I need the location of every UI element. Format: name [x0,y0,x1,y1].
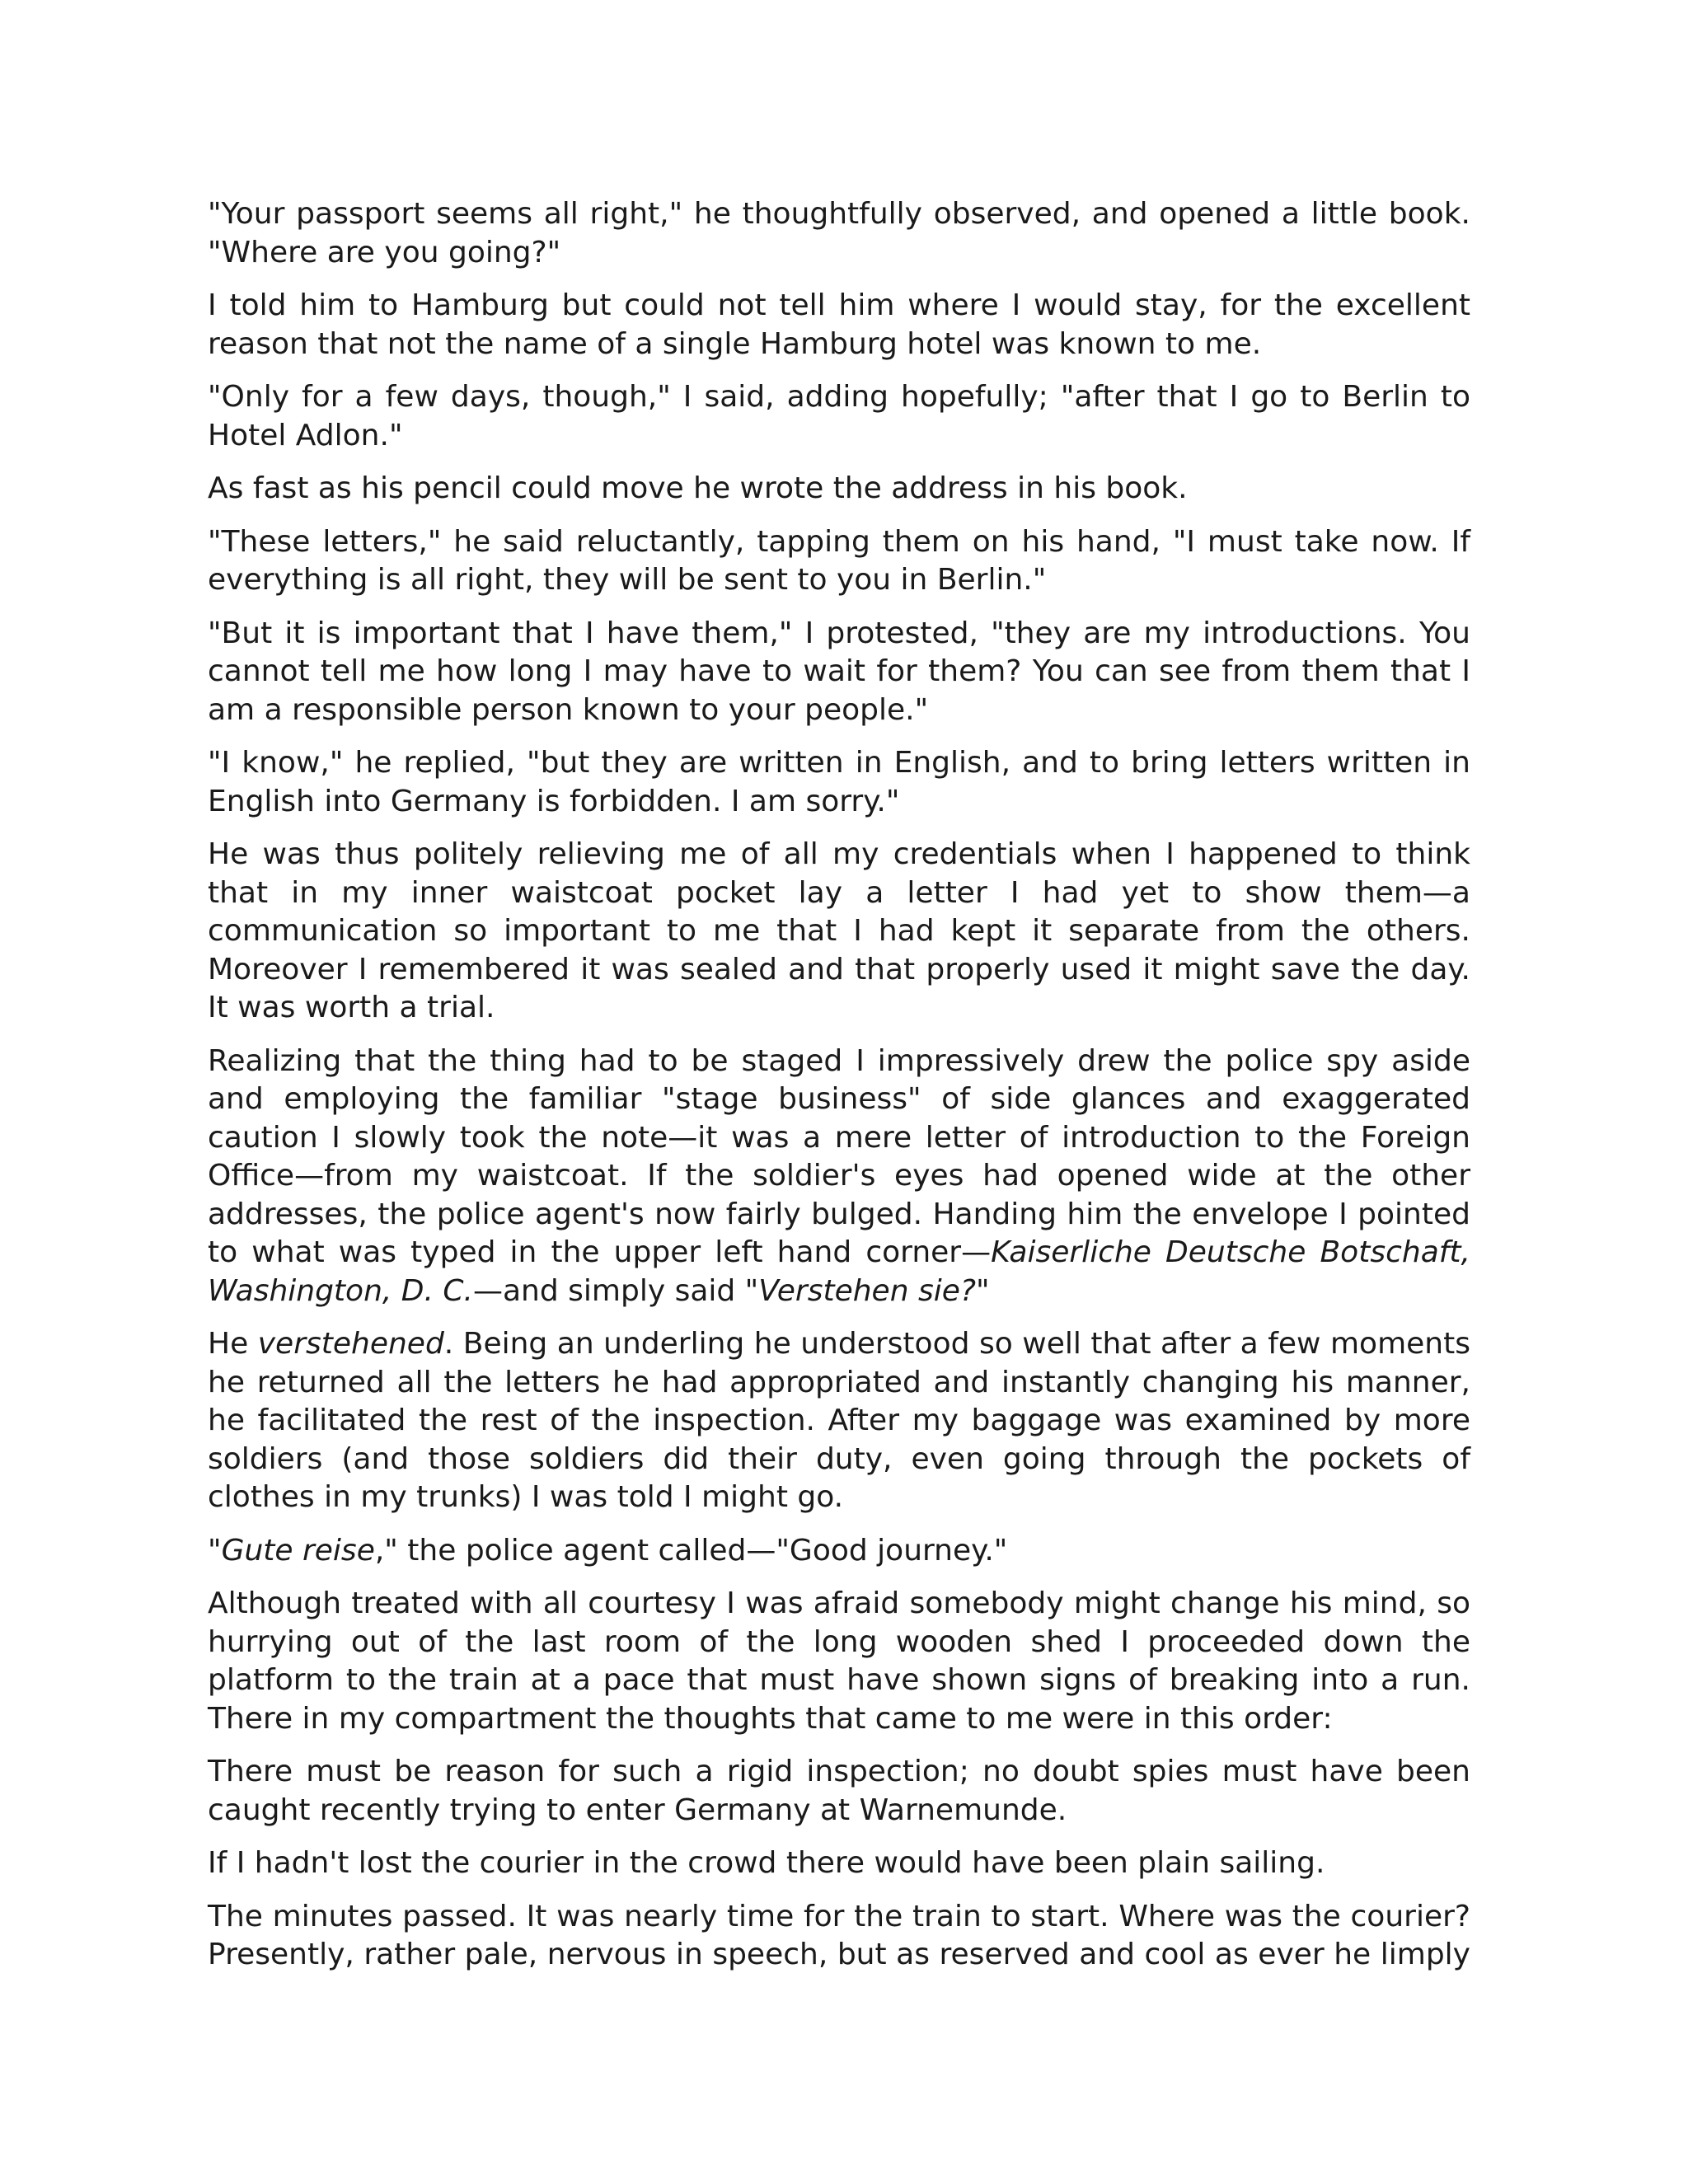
text-run: As fast as his pencil could move he wrote the address in his book. [208,471,1188,505]
paragraph [208,470,1470,509]
text-run: " [208,1533,222,1568]
paragraph [208,1753,1470,1830]
text-run: He was thus politely relieving me of all my credentials when I happened to think that in my inner waistcoat pocket lay a letter I had yet to show them—a communication so important to me that I had kept it separate from the others. Moreover I remembered it was sealed and that properly used it might save the day. It was worth a trial. [208,837,1470,1024]
paragraph [208,1325,1470,1517]
body-text [208,195,1470,1975]
paragraph [208,1844,1470,1883]
paragraph [208,195,1470,272]
text-run: —and simply said " [472,1273,759,1308]
paragraph [208,1532,1470,1571]
paragraph [208,378,1470,455]
paragraph [208,1043,1470,1311]
text-run: If I hadn't lost the courier in the crowd there would have been plain sailing. [208,1846,1325,1880]
italic-text: Gute reise [221,1533,375,1568]
italic-text: Kaiserliche Deutsche Botschaft, Washington, D. C. [208,1235,1470,1308]
text-run: Although treated with all courtesy I was afraid somebody might change his mind, so hurrying out of the last room of the long wooden shed I proceeded down the platform to the train at a pace that must have shown signs of breaking into a run. There in my compartment the thoughts that came to me were in this order: [208,1586,1470,1736]
text-run: There must be reason for such a rigid inspection; no doubt spies must have been caught recently trying to enter Germany at Warnemunde. [208,1755,1470,1827]
text-run: "Your passport seems all right," he thoughtfully observed, and opened a little book. "Where are you going?" [208,197,1470,269]
paragraph [208,287,1470,363]
text-run: ," the police agent called—"Good journey." [374,1533,1008,1568]
text-run: "But it is important that I have them," I protested, "they are my introductions. You cannot tell me how long I may have to wait for them? You can see from them that I am a responsible person known to your people." [208,616,1470,727]
text-run: He [208,1327,258,1361]
paragraph [208,1898,1470,1975]
text-run: "These letters," he said reluctantly, tapping them on his hand, "I must take now. If everything is all right, they will be sent to you in Berlin." [208,524,1470,597]
italic-text: verstehened [257,1327,444,1361]
paragraph [208,523,1470,600]
text-run: Realizing that the thing had to be staged I impressively drew the police spy aside and employing the familiar "stage business" of side glances and exaggerated caution I slowly took the note—it was a mere letter of introduction to the Foreign Office—from my waistcoat. If the soldier's eyes had opened wide at the other addresses, the police agent's now fairly bulged. Handing him the envelope I pointed to what was typed in the upper left hand corner— [208,1043,1470,1269]
text-run: " [975,1273,990,1308]
text-run: . Being an underling he understood so well that after a few moments he returned all the letters he had appropriated and instantly changing his manner, he facilitated the rest of the inspection. After my baggage was examined by more soldiers (and those soldiers did their duty, even going through the pockets of clothes in my trunks) I was told I might go. [208,1327,1470,1514]
paragraph [208,836,1470,1028]
text-run: I told him to Hamburg but could not tell him where I would stay, for the excellent reason that not the name of a single Hamburg hotel was known to me. [208,288,1470,361]
text-run: The minutes passed. It was nearly time for the train to start. Where was the courier? Presently, rather pale, nervous in speech, but as reserved and cool as ever he limply [208,1899,1470,1971]
paragraph [208,615,1470,730]
paragraph [208,744,1470,821]
text-run: "Only for a few days, though," I said, adding hopefully; "after that I go to Berlin to Hotel Adlon." [208,380,1470,452]
italic-text: Verstehen sie? [758,1273,976,1308]
paragraph [208,1585,1470,1738]
text-run: "I know," he replied, "but they are written in English, and to bring letters written in English into Germany is forbidden. I am sorry." [208,746,1470,818]
